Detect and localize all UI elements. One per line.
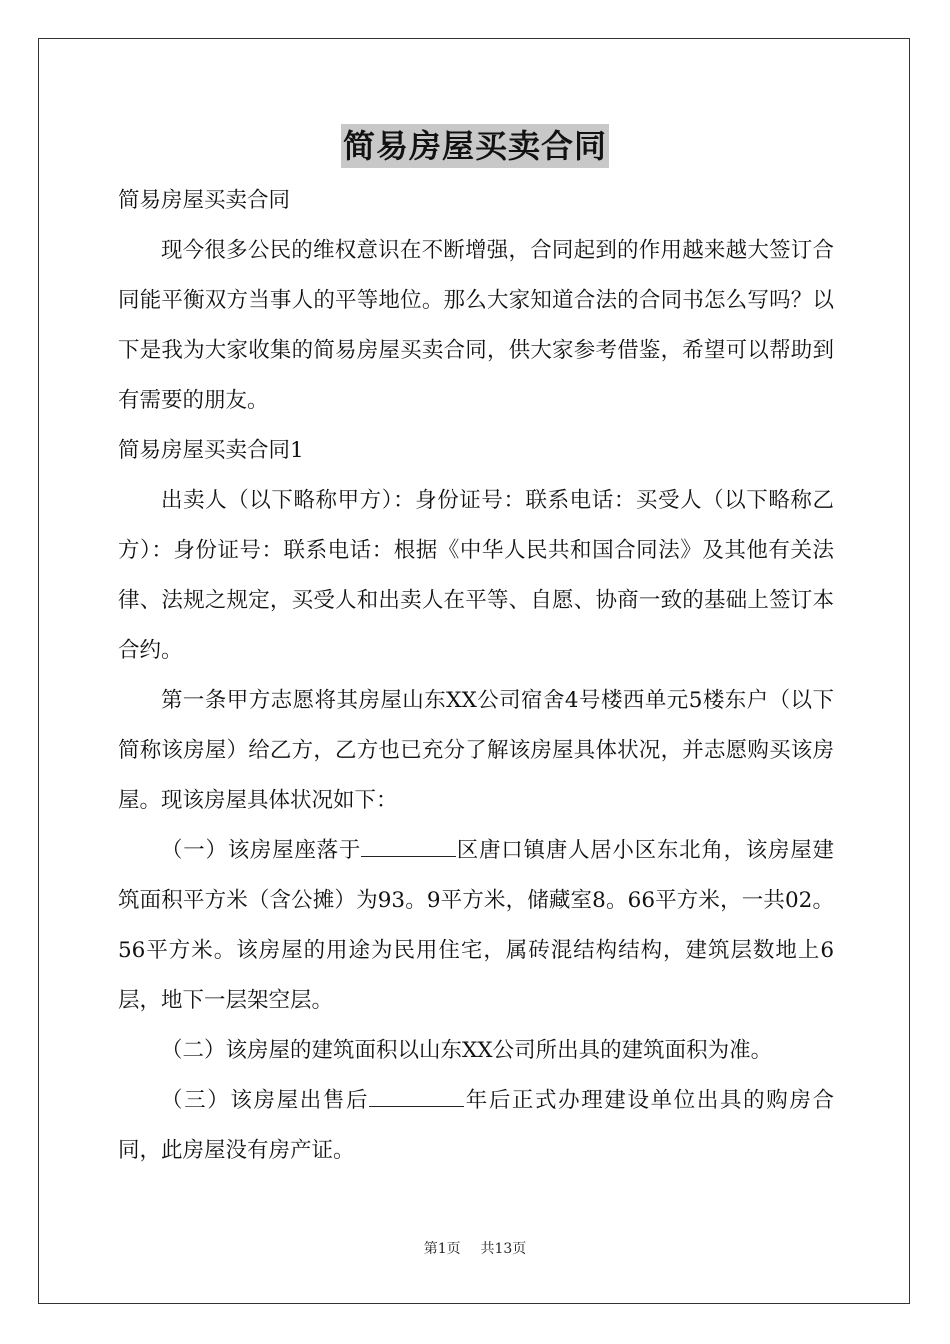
item-3-text-after: 年后正式办理建设单位出具的购房合同，此房屋没有房产证。	[118, 1088, 834, 1163]
item-2-paragraph: （二）该房屋的建筑面积以山东XX公司所出具的建筑面积为准。	[161, 1038, 773, 1063]
document-body	[118, 176, 834, 1176]
item-3-paragraph	[118, 1076, 834, 1176]
location-blank-field	[361, 834, 456, 857]
document-title: 简易房屋买卖合同	[341, 124, 609, 168]
item-1-paragraph	[118, 826, 834, 1026]
item-1-text-after: 区唐口镇唐人居小区东北角，该房屋建筑面积平方米（含公摊）为93。9平方米，储藏室8。66平方米，一共02。56平方米。该房屋的用途为民用住宅，属砖混结构结构，建筑层数地上6层，地下一层架空层。	[118, 838, 834, 1013]
page-footer	[0, 1238, 950, 1258]
page-number: 第1页	[423, 1241, 461, 1257]
years-blank-field	[369, 1084, 464, 1107]
item-3-text-before: （三）该房屋出售后	[161, 1088, 370, 1113]
title-wrap	[0, 124, 950, 168]
item-1-text-before: （一）该房屋座落于	[161, 838, 362, 863]
total-pages: 共13页	[480, 1241, 527, 1257]
intro-paragraph: 现今很多公民的维权意识在不断增强，合同起到的作用越来越大签订合同能平衡双方当事人的平等地位。那么大家知道合法的合同书怎么写吗？以下是我为大家收集的简易房屋买卖合同，供大家参考借鉴，希望可以帮助到有需要的朋友。	[118, 238, 834, 413]
document-subtitle: 简易房屋买卖合同	[118, 188, 291, 213]
article-1-paragraph: 第一条甲方志愿将其房屋山东XX公司宿舍4号楼西单元5楼东户（以下简称该房屋）给乙方，乙方也已充分了解该房屋具体状况，并志愿购买该房屋。现该房屋具体状况如下：	[118, 688, 834, 813]
parties-paragraph: 出卖人（以下略称甲方）：身份证号：联系电话：买受人（以下略称乙方）：身份证号：联系电话：根据《中华人民共和国合同法》及其他有关法律、法规之规定，买受人和出卖人在平等、自愿、协商一致的基础上签订本合约。	[118, 488, 834, 663]
section-heading: 简易房屋买卖合同1	[118, 438, 304, 463]
